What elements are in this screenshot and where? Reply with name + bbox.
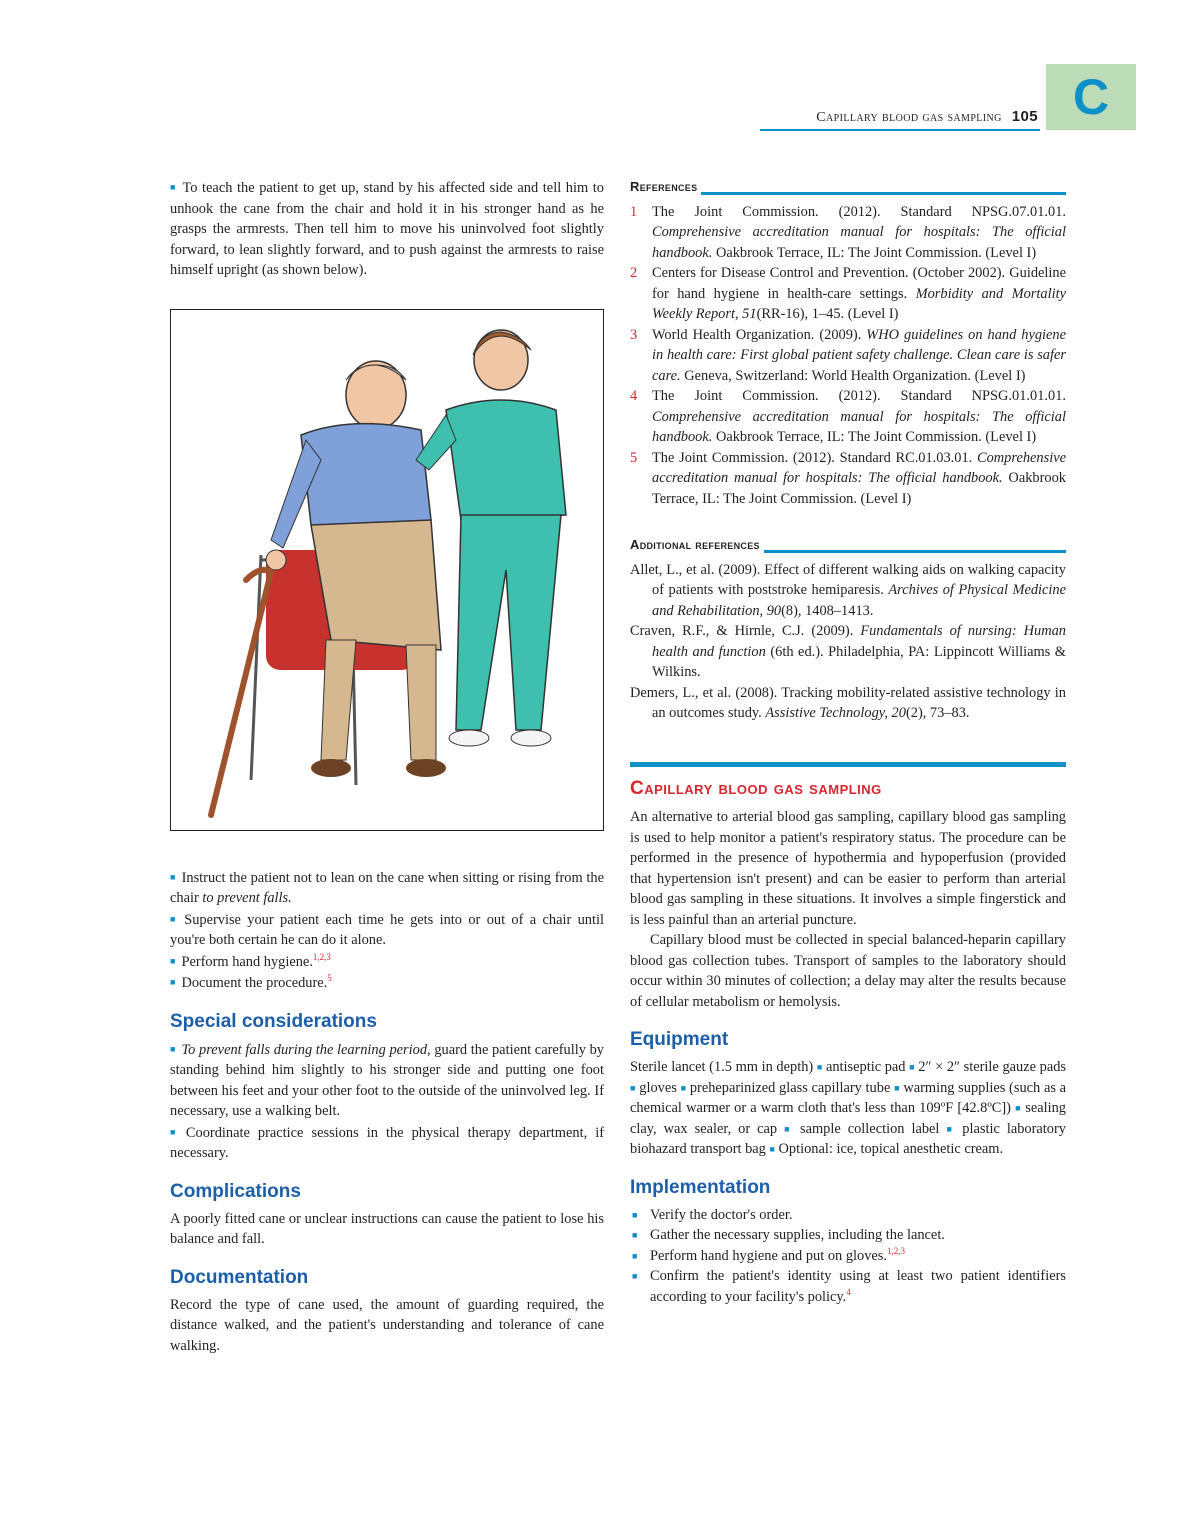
reference-item: 4 The Joint Commission. (2012). Standard NPSG.01.01.01. Comprehensive accreditation manual for hospitals: The official handbook. Oakbrook Terrace, IL: The Joint Commission. (Level I)	[630, 388, 1066, 445]
additional-references-list	[630, 560, 1066, 724]
left-column	[170, 177, 604, 1356]
impl-confirm-identity: ■ Confirm the patient's identity using at least two patient identifiers according to your facility's policy.$^4$	[630, 1266, 1066, 1307]
running-header	[700, 108, 1038, 126]
impl-hand-hygiene: ■ Perform hand hygiene and put on gloves.$^{1,2,3}$	[630, 1246, 1066, 1267]
equipment-list: Sterile lancet (1.5 mm in depth) ■ antiseptic pad ■ 2″ × 2″ sterile gauze pads ■ gloves ■ preheparinized glass capillary tube ■ warming supplies (such as a chemical warmer or a warm cloth that's less than 109ºF [42.8ºC]) ■ sealing clay, wax sealer, or cap ■ sample collection label ■ plastic laboratory biohazard transport bag ■ Optional: ice, topical anesthetic cream.	[630, 1059, 1067, 1157]
bullet-hand-hygiene: ■ Perform hand hygiene.$^{1,2,3}$	[170, 951, 604, 973]
implementation-heading: Implementation	[630, 1176, 771, 1198]
illustration-figure	[170, 309, 604, 831]
references-heading: References	[630, 177, 1066, 198]
running-title: Capillary blood gas sampling	[816, 110, 1002, 125]
documentation-text: Record the type of cane used, the amount of guarding required, the distance walked, and the patient's understanding and tolerance of cane walking.	[170, 1296, 604, 1354]
bullet-supervise: ■ Supervise your patient each time he gets into or out of a chair until you're both certain he can do it alone.	[170, 909, 604, 951]
intro-paragraph: An alternative to arterial blood gas sampling, capillary blood gas sampling is used to help monitor a patient's respiratory status. The procedure can be performed in the presence of hypothermia and hypoperfusion (provided that hypertension isn't present) and can be easier to perform than arterial blood gas sampling in these situations. It involves a simple fingerstick and is less painful than an arterial puncture.	[630, 809, 1066, 928]
equipment-heading: Equipment	[630, 1029, 729, 1050]
additional-references-heading: Additional references	[630, 535, 1066, 556]
special-bullet-2: ■ Coordinate practice sessions in the physical therapy department, if necessary.	[170, 1122, 604, 1164]
impl-verify-order: ■ Verify the doctor's order.	[630, 1205, 1066, 1226]
impl-gather-supplies: ■ Gather the necessary supplies, including the lancet.	[630, 1225, 1066, 1246]
reference-item: 5 The Joint Commission. (2012). Standard RC.01.03.01. Comprehensive accreditation manual for hospitals: The official handbook. Oakbrook Terrace, IL: The Joint Commission. (Level I)	[630, 449, 1066, 507]
special-bullet-1: ■ To prevent falls during the learning period, guard the patient carefully by standing behind him slightly to his stronger side and putting one foot between his feet and your other foot to the outside of the uninvolved leg. If necessary, use a walking belt.	[170, 1039, 604, 1122]
nurse-assisting-patient-illustration	[171, 310, 603, 830]
reference-item: 3 World Health Organization. (2009). WHO guidelines on hand hygiene in health care: First global patient safety challenge. Clean care is safer care. Geneva, Switzerland: World Health Organization. (Level I)	[630, 326, 1066, 384]
section-divider	[630, 762, 1066, 767]
collection-paragraph: Capillary blood must be collected in special balanced-heparin capillary blood gas collection tubes. Transport of samples to the laboratory should occur within 30 minutes of collection; a delay may alter the results because of cellular metabolism or hemolysis.	[630, 932, 1066, 1010]
page-number: 105	[1011, 108, 1038, 125]
bullet-document: ■ Document the procedure.$^5$	[170, 972, 604, 994]
special-considerations-heading: Special considerations	[170, 1010, 377, 1032]
section-title: Capillary blood gas sampling	[630, 777, 882, 799]
right-column	[630, 177, 1066, 1307]
header-rule	[760, 129, 1040, 131]
complications-heading: Complications	[170, 1180, 301, 1202]
references-list	[630, 202, 1066, 510]
nurse-figure	[416, 330, 566, 746]
additional-reference-item: Demers, L., et al. (2008). Tracking mobility-related assistive technology in an outcomes study. Assistive Technology, 20(2), 73–83.	[630, 684, 1066, 721]
bullet-lean: ■ Instruct the patient not to lean on the cane when sitting or rising from the chair to prevent falls.	[170, 867, 604, 909]
tab-letter: C	[1072, 69, 1110, 125]
complications-text: A poorly fitted cane or unclear instructions can cause the patient to lose his balance and fall.	[170, 1210, 604, 1247]
additional-reference-item: Craven, R.F., & Hirnle, C.J. (2009). Fundamentals of nursing: Human health and function (6th ed.). Philadelphia, PA: Lippincott Williams & Wilkins.	[630, 623, 1066, 680]
reference-item: 1 The Joint Commission. (2012). Standard NPSG.07.01.01. Comprehensive accreditation manual for hospitals: The official handbook. Oakbrook Terrace, IL: The Joint Commission. (Level I)	[630, 203, 1066, 261]
reference-item: 2 Centers for Disease Control and Prevention. (October 2002). Guideline for hand hygiene in health-care settings. Morbidity and Mortality Weekly Report, 51(RR-16), 1–45. (Level I)	[630, 265, 1066, 322]
documentation-heading: Documentation	[170, 1266, 309, 1288]
cane	[211, 569, 271, 814]
section-tab	[1046, 64, 1136, 130]
intro-bullet: ■ To teach the patient to get up, stand by his affected side and tell him to unhook the cane from the chair and hold it in his stronger hand as he grasps the armrests. Then tell him to move his uninvolved foot slightly forward, to lean slightly forward, and to push against the armrests to raise himself upright (as shown below).	[170, 177, 604, 281]
additional-reference-item: Allet, L., et al. (2009). Effect of different walking aids on walking capacity of patients with poststroke hemiparesis. Archives of Physical Medicine and Rehabilitation, 90(8), 1408–1413.	[630, 561, 1066, 619]
